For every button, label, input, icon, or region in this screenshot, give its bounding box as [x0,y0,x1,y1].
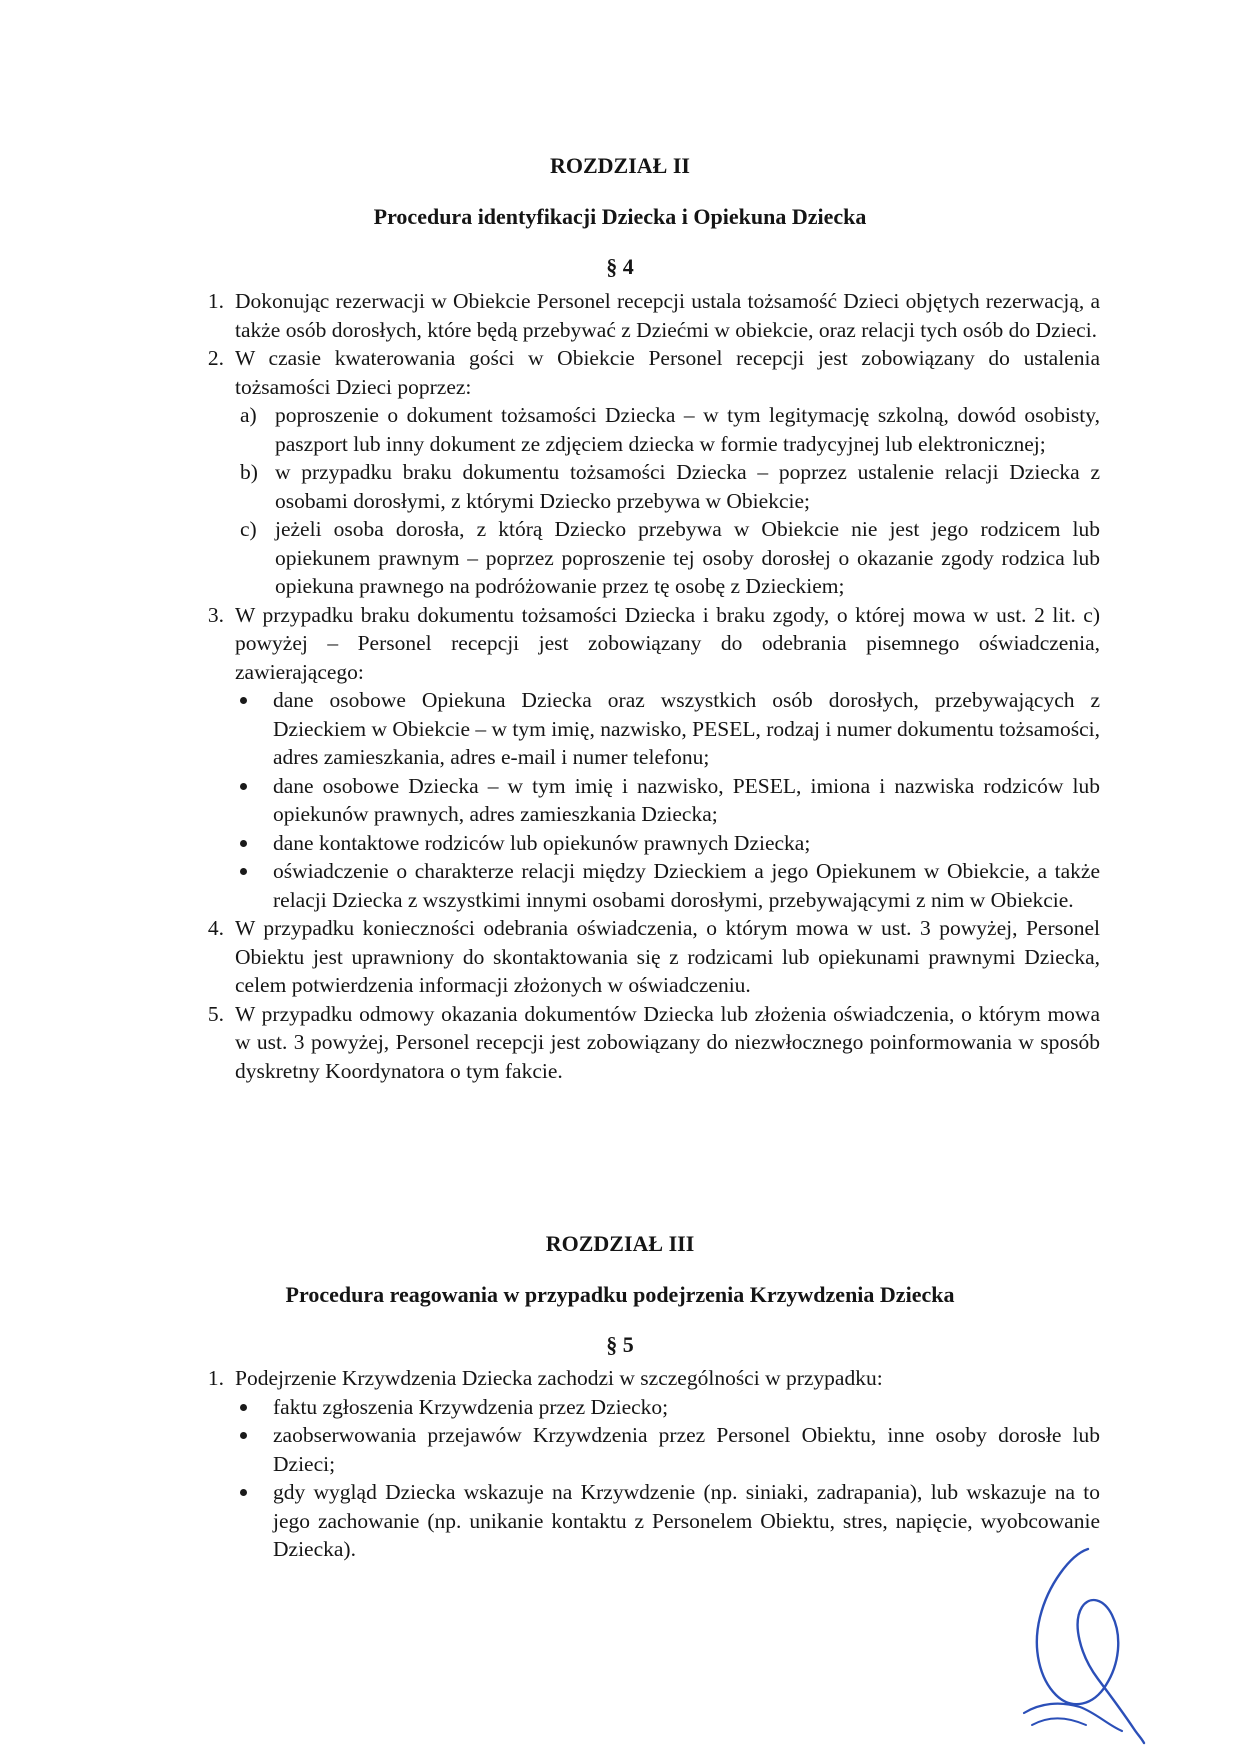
bullet-item-text: dane kontaktowe rodziców lub opiekunów prawnych Dziecka; [273,830,811,855]
bullet-item [200,1421,1100,1478]
bullet-item [200,829,1100,858]
bullet-dot-icon [240,1404,247,1411]
sublist-item [200,401,1100,458]
bullet-item [200,686,1100,772]
bullet-dot-icon [240,868,247,875]
item-number: 1. [207,1366,224,1390]
signature-icon [1010,1545,1150,1745]
paragraph-4-mark: § 4 [606,254,634,279]
bullet-item-text: dane osobowe Dziecka – w tym imię i nazwisko, PESEL, imiona i nazwiska rodziców lub opiekunów prawnych, adres zamieszkania Dziecka; [273,773,1100,826]
chapter-3-subtitle: Procedura reagowania w przypadku podejrzenia Krzywdzenia Dziecka [285,1281,955,1307]
list-item [200,601,1100,687]
bullet-item [200,1478,1100,1564]
bullet-item [200,772,1100,829]
item-letter: c) [240,517,257,541]
sublist-bullets [200,1393,1100,1564]
list-item [200,1364,1100,1393]
list-item [200,1000,1100,1086]
list-item [200,914,1100,1000]
bullet-item [200,857,1100,914]
sublist-item-text: w przypadku braku dokumentu tożsamości Dziecka – poprzez ustalenie relacji Dziecka z osobami dorosłymi, z którymi Dziecko przebywa w Obiekcie; [275,460,1100,513]
chapter-2-title: ROZDZIAŁ II [550,153,690,178]
item-letter: b) [240,460,258,484]
bullet-dot-icon [240,1489,247,1496]
chapter-2-subtitle: Procedura identyfikacji Dziecka i Opiekuna Dziecka [373,203,867,229]
bullet-item-text: zaobserwowania przejawów Krzywdzenia przez Personel Obiektu, inne osoby dorosłe lub Dzieci; [273,1423,1100,1476]
list-item [200,344,1100,401]
item-text: Dokonując rezerwacji w Obiekcie Personel recepcji ustala tożsamość Dzieci objętych rezerwacją, a także osób dorosłych, które będą przebywać z Dziećmi w obiekcie, oraz relacji tych osób do Dzieci. [235,289,1100,342]
sublist-alpha [200,401,1100,601]
item-text: W przypadku braku dokumentu tożsamości Dziecka i braku zgody, o której mowa w ust. 2 lit. c) powyżej – Personel recepcji jest zobowiązany do odebrania pisemnego oświadczenia, zawierającego: [235,602,1100,684]
chapter-3-list [200,1364,1100,1564]
item-text: W przypadku konieczności odebrania oświadczenia, o którym mowa w ust. 3 powyżej, Personel Obiektu jest uprawniony do skontaktowania się z rodzicami lub opiekunami prawnymi Dziecka, celem potwierdzenia informacji złożonych w oświadczeniu. [235,916,1100,997]
bullet-item [200,1393,1100,1422]
chapter-2-header [0,152,1240,282]
bullet-item-text: faktu zgłoszenia Krzywdzenia przez Dziecko; [273,1394,669,1419]
item-number: 5. [207,1001,224,1026]
list-item [200,287,1100,344]
chapter-3-title: ROZDZIAŁ III [545,1231,695,1256]
paragraph-5-mark: § 5 [606,1332,634,1357]
sublist-wrapper [200,686,1100,914]
item-number: 2. [207,346,224,370]
item-text: W przypadku odmowy okazania dokumentów Dziecka lub złożenia oświadczenia, o którym mowa w ust. 3 powyżej, Personel recepcji jest zobowiązany do niezwłocznego poinformowania w sposób dyskretny Koordynatora o tym fakcie. [235,1001,1100,1083]
item-letter: a) [240,403,257,427]
item-text: W czasie kwaterowania gości w Obiekcie Personel recepcji jest zobowiązany do ustalenia tożsamości Dzieci poprzez: [235,346,1100,399]
sublist-item [200,458,1100,515]
bullet-dot-icon [240,783,247,790]
item-text: Podejrzenie Krzywdzenia Dziecka zachodzi w szczególności w przypadku: [235,1366,883,1390]
bullet-item-text: gdy wygląd Dziecka wskazuje na Krzywdzenie (np. siniaki, zadrapania), lub wskazuje na to jego zachowanie (np. unikanie kontaktu z Personelem Obiektu, stres, napięcie, wyobcowanie Dziecka). [273,1480,1100,1561]
bullet-dot-icon [240,840,247,847]
sublist-item-text: jeżeli osoba dorosła, z którą Dziecko przebywa w Obiekcie nie jest jego rodzicem lub opiekunem prawnym – poprzez poproszenie tej osoby dorosłej o okazanie zgody rodzica lub opiekuna prawnego na podróżowanie przez tę osobę z Dzieckiem; [275,517,1100,598]
bullet-dot-icon [240,1432,247,1439]
bullet-dot-icon [240,697,247,704]
item-number: 3. [207,602,224,627]
sublist-item [200,515,1100,601]
sublist-wrapper [200,1393,1100,1564]
item-number: 4. [207,916,224,940]
chapter-2-list [200,287,1100,1085]
sublist-bullets [200,686,1100,914]
bullet-item-text: dane osobowe Opiekuna Dziecka oraz wszystkich osób dorosłych, przebywających z Dzieckiem w Obiekcie – w tym imię, nazwisko, PESEL, rodzaj i numer dokumentu tożsamości, adres zamieszkania, adres e-mail i numer telefonu; [273,688,1100,769]
sublist-wrapper [200,401,1100,601]
bullet-item-text: oświadczenie o charakterze relacji między Dzieckiem a jego Opiekunem w Obiekcie, a także relacji Dziecka z wszystkimi innymi osobami dorosłymi, przebywającymi z nim w Obiekcie. [273,859,1100,912]
sublist-item-text: poproszenie o dokument tożsamości Dziecka – w tym legitymację szkolną, dowód osobisty, paszport lub inny dokument ze zdjęciem dziecka w formie tradycyjnej lub elektronicznej; [275,403,1100,456]
item-number: 1. [207,289,224,313]
chapter-3-header [0,1230,1240,1360]
